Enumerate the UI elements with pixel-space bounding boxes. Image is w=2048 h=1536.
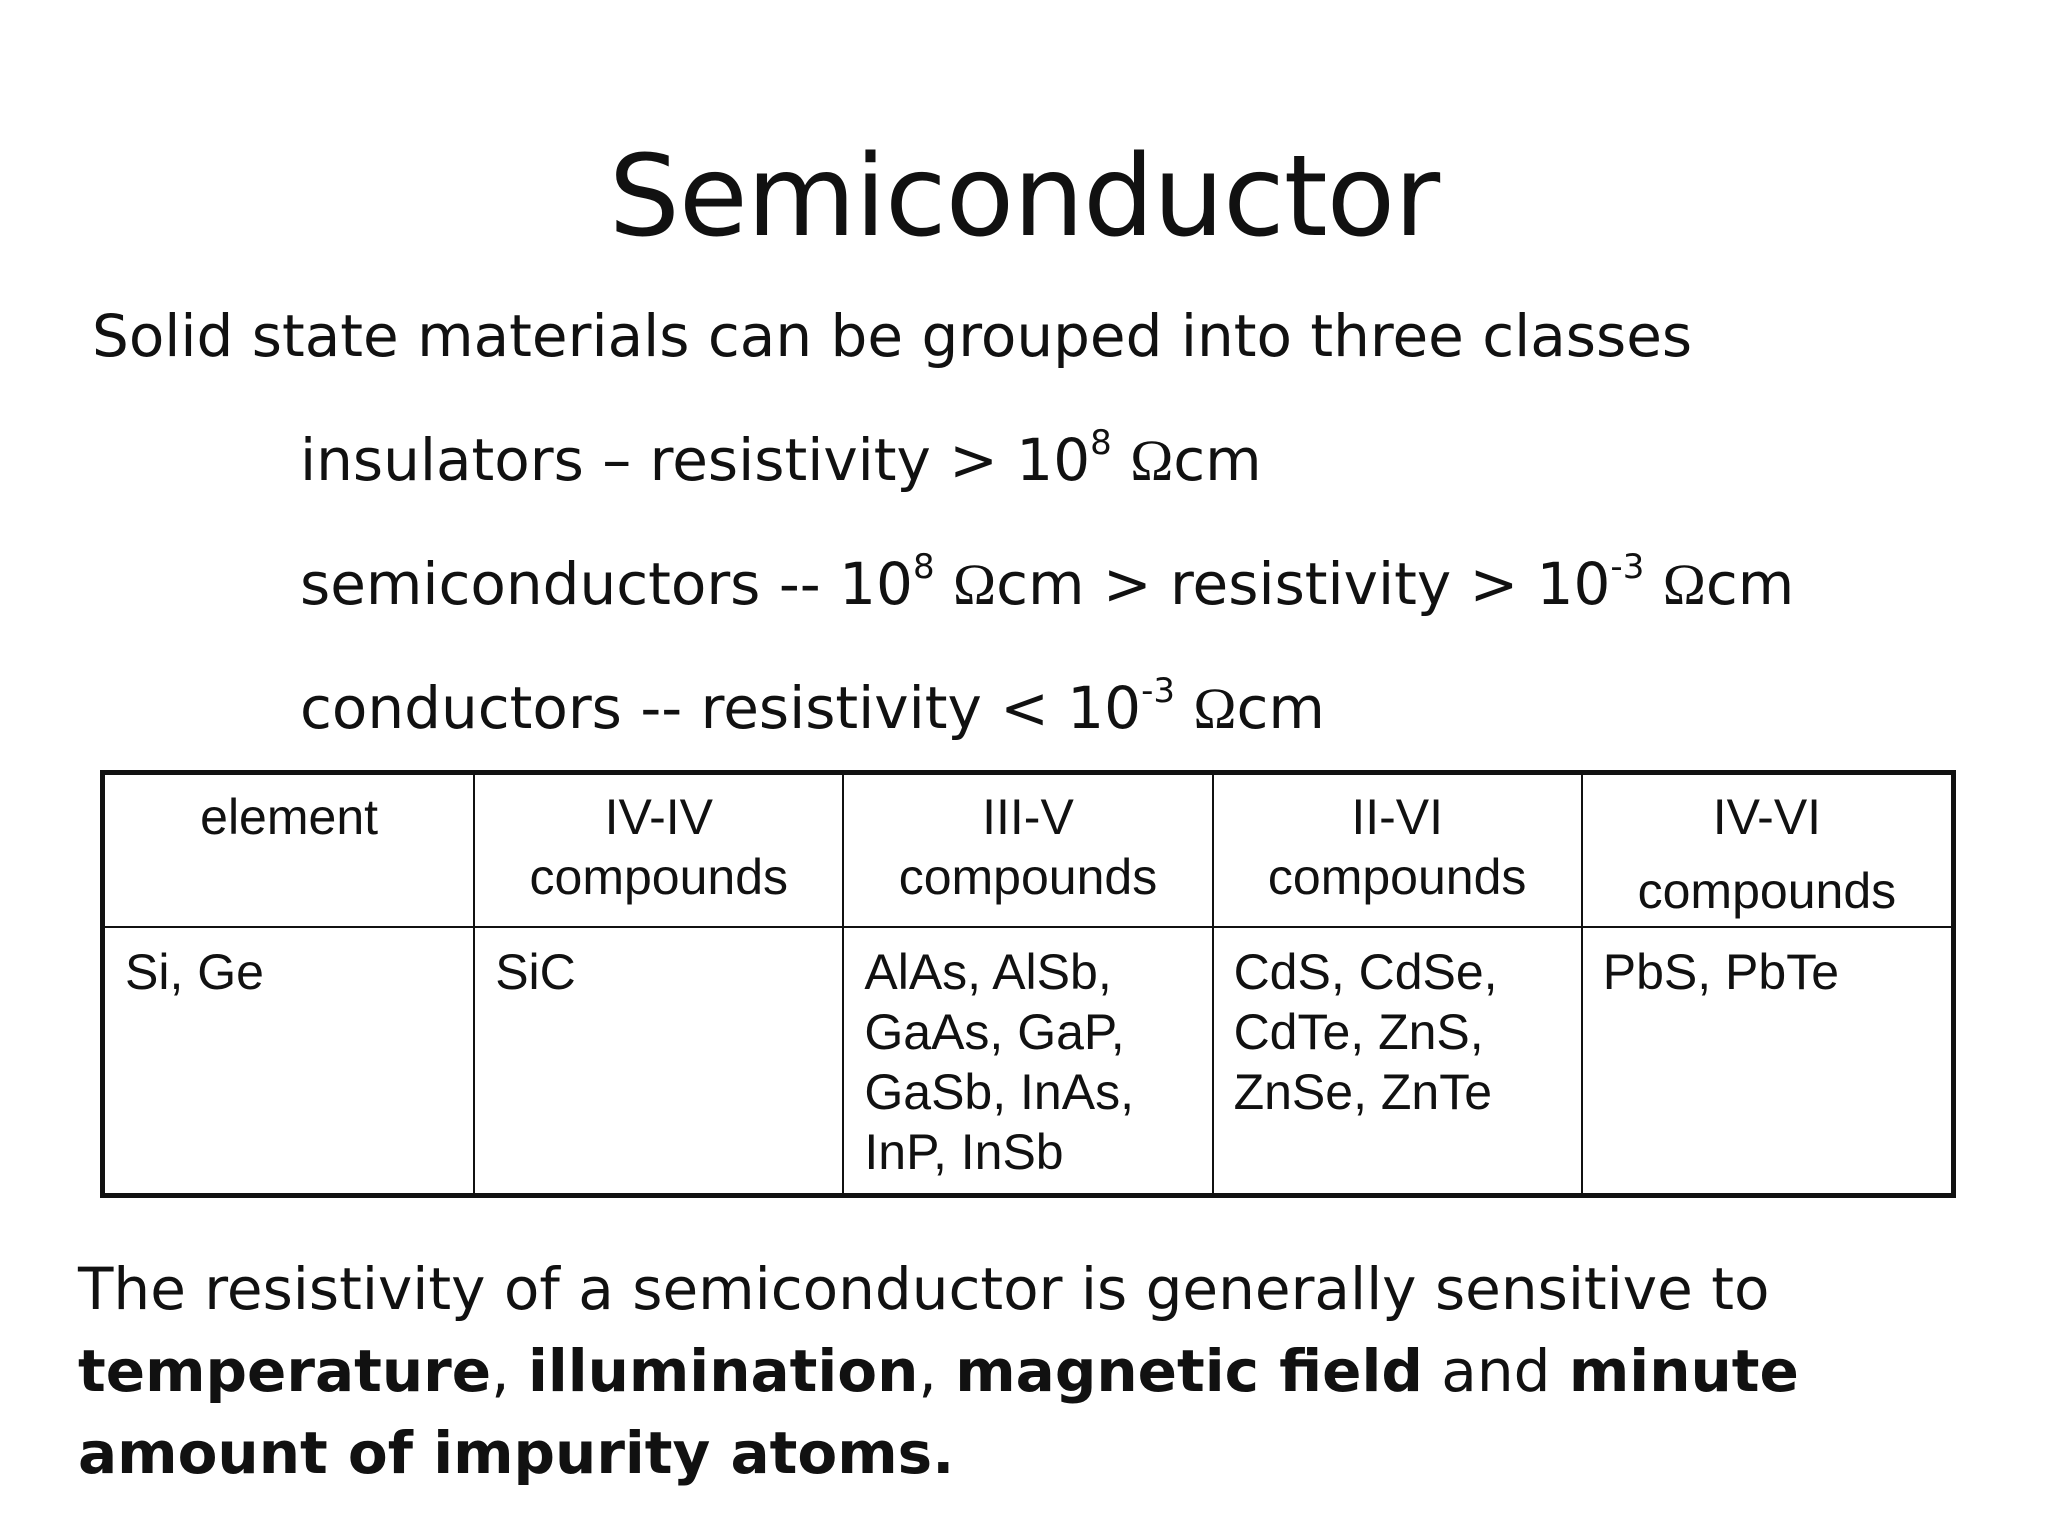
- table-row: [105, 927, 1951, 1193]
- semiconductors-line: [300, 547, 1795, 620]
- summary-lead: The resistivity of a semiconductor is generally sensitive to: [78, 1255, 1770, 1323]
- semiconductor-table: [100, 770, 1956, 1198]
- semiconductors-exponent-lower: -3: [1610, 547, 1645, 587]
- keyword-impurity-atoms: minute amount of impurity atoms.: [78, 1337, 1799, 1487]
- unit-cm: cm: [1173, 426, 1262, 494]
- conductors-line: [300, 671, 1325, 744]
- cell-iii-v: AlAs, AlSb, GaAs, GaP, GaSb, InAs, InP, InSb: [843, 927, 1212, 1193]
- header-iv-vi: IV-VI compounds: [1582, 775, 1951, 927]
- semiconductors-exponent-upper: 8: [912, 547, 935, 587]
- keyword-illumination: illumination: [527, 1337, 919, 1405]
- header-element: element: [105, 775, 474, 927]
- unit-cm: cm: [1236, 674, 1325, 742]
- table-header-row: [105, 775, 1951, 927]
- cell-iv-iv: SiC: [474, 927, 843, 1193]
- semiconductors-middle-text: cm > resistivity > 10: [996, 550, 1611, 618]
- omega-symbol: Ω: [1130, 428, 1174, 493]
- conductors-text: conductors -- resistivity < 10: [300, 674, 1142, 742]
- summary-paragraph: The resistivity of a semiconductor is generally sensitive to temperature, illumination, magnetic field and minute amount of impurity atoms.: [78, 1255, 1799, 1487]
- cell-element: Si, Ge: [105, 927, 474, 1193]
- intro-text: Solid state materials can be grouped into three classes: [92, 302, 1693, 370]
- omega-symbol: Ω: [953, 552, 997, 617]
- unit-cm: cm: [1705, 550, 1795, 618]
- header-iv-iv: IV-IV compounds: [474, 775, 843, 927]
- keyword-temperature: temperature: [78, 1337, 492, 1405]
- header-ii-vi: II-VI compounds: [1213, 775, 1582, 927]
- omega-symbol: Ω: [1193, 676, 1237, 741]
- insulators-exponent: 8: [1090, 423, 1112, 463]
- conductors-exponent: -3: [1141, 671, 1175, 711]
- slide-title: Semiconductor: [608, 132, 1440, 262]
- cell-ii-vi: CdS, CdSe, CdTe, ZnS, ZnSe, ZnTe: [1213, 927, 1582, 1193]
- keyword-magnetic-field: magnetic field: [955, 1337, 1423, 1405]
- insulators-line: [300, 423, 1262, 496]
- header-iii-v: III-V compounds: [843, 775, 1212, 927]
- omega-symbol: Ω: [1662, 552, 1706, 617]
- semiconductors-text: semiconductors -- 10: [300, 550, 913, 618]
- insulators-text: insulators – resistivity > 10: [300, 426, 1091, 494]
- cell-iv-vi: PbS, PbTe: [1582, 927, 1951, 1193]
